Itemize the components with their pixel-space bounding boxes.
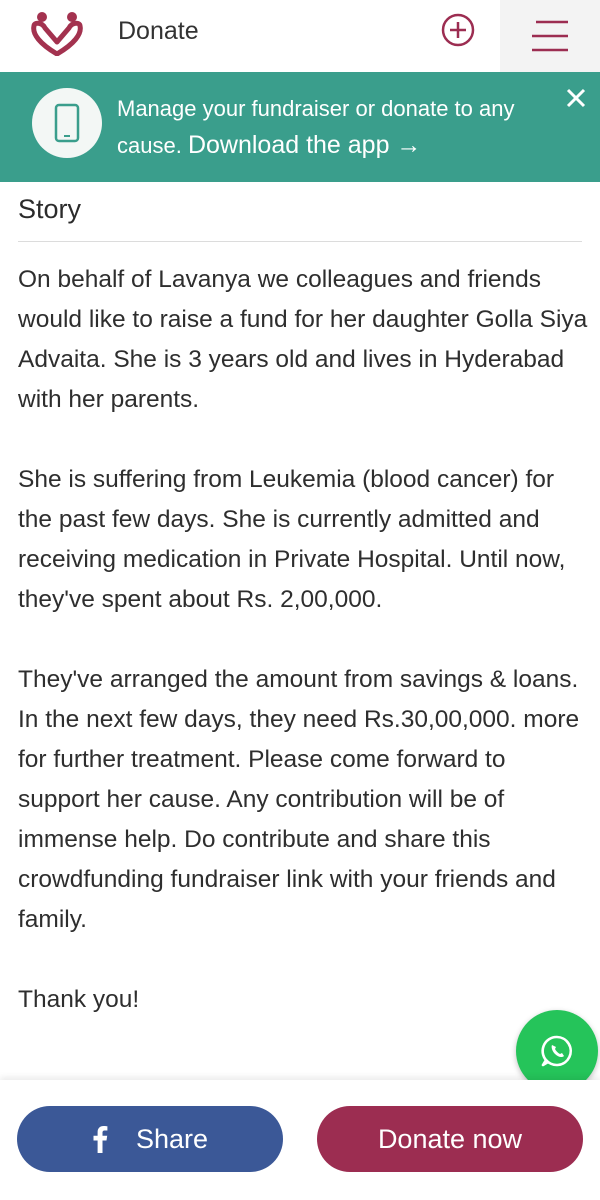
close-icon[interactable] <box>564 86 588 110</box>
story-paragraph: On behalf of Lavanya we colleagues and friends would like to raise a fund for her daughter Golla Siya Advaita. She is 3 years old and lives in Hyderabad with her parents. <box>18 266 588 413</box>
header-title: Donate <box>118 17 199 45</box>
add-circle-icon[interactable] <box>440 12 476 48</box>
donate-now-button[interactable] <box>317 1106 583 1172</box>
whatsapp-icon <box>540 1034 574 1068</box>
divider <box>18 241 582 242</box>
hamburger-menu-icon <box>530 19 570 53</box>
story-paragraph: Thank you! <box>18 986 140 1013</box>
logo-icon[interactable] <box>28 8 86 56</box>
story-paragraph: She is suffering from Leukemia (blood cancer) for the past few days. She is currently admitted and receiving medication in Private Hospital. Until now, they've spent about Rs. 2,00,000. <box>18 466 566 613</box>
story-paragraph: They've arranged the amount from savings & loans. In the next few days, they need Rs.30,00,000. more for further treatment. Please come forward to support her cause. Any contribution will be of immense help. Do contribute and share this crowdfunding fundraiser link with your friends and family. <box>18 666 580 933</box>
banner-text: Manage your fundraiser or donate to any cause. <box>117 96 515 158</box>
facebook-icon <box>92 1125 108 1153</box>
banner-message <box>117 90 562 164</box>
app-download-banner <box>0 72 600 182</box>
share-button[interactable] <box>17 1106 283 1172</box>
mobile-phone-icon <box>54 103 80 143</box>
top-header <box>0 0 600 73</box>
download-app-link[interactable]: Download the app → <box>187 131 422 159</box>
share-label: Share <box>135 1123 209 1154</box>
story-body <box>18 260 588 1060</box>
story-heading: Story <box>18 194 82 224</box>
donate-now-label: Donate now <box>377 1123 523 1154</box>
menu-button[interactable] <box>500 0 600 72</box>
bottom-action-bar <box>0 1080 600 1200</box>
phone-icon-circle <box>32 88 102 158</box>
